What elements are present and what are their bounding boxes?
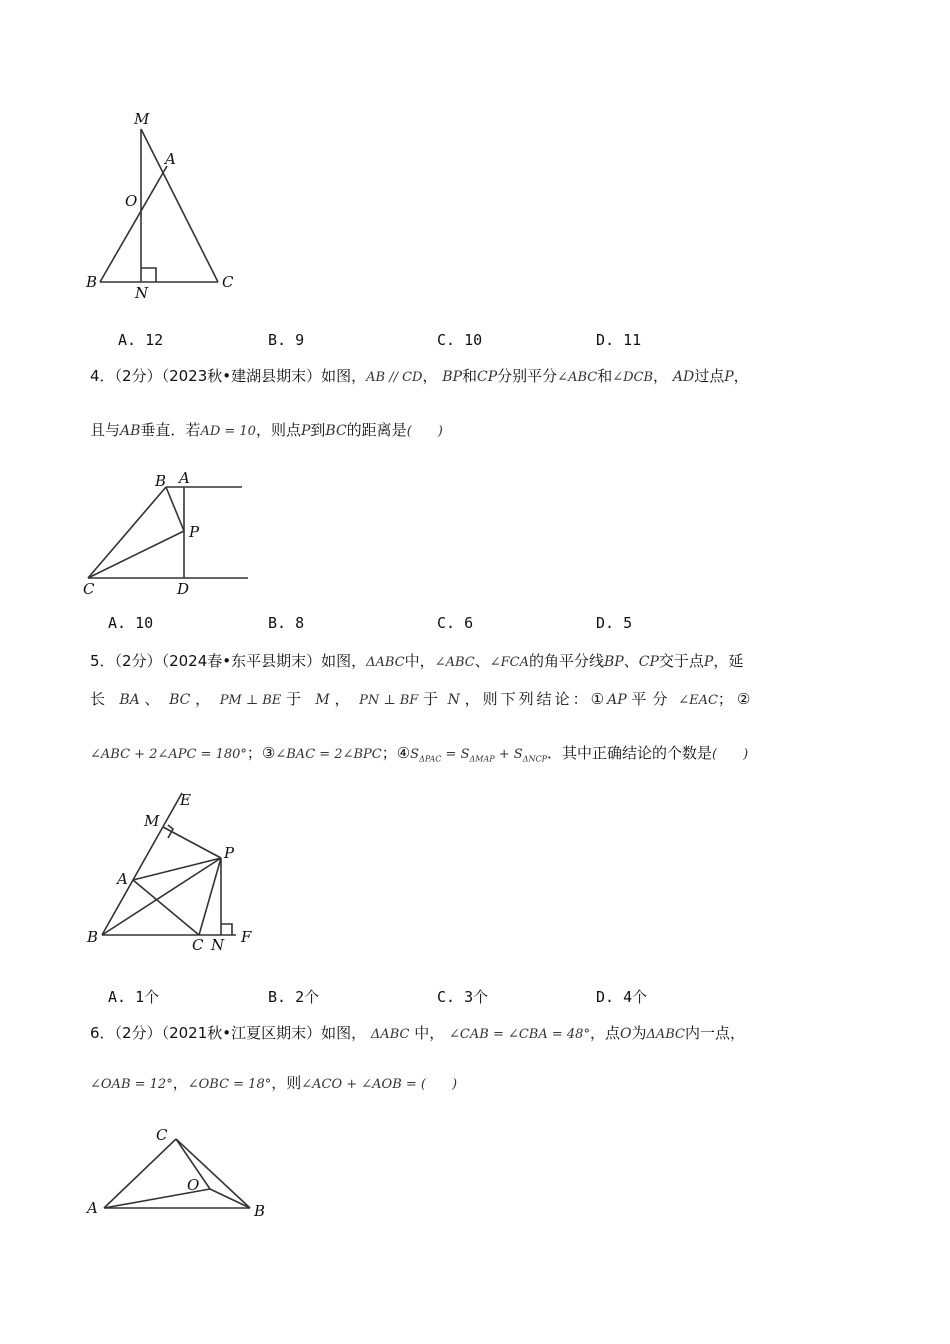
- q6-answer-paren: ): [426, 1077, 458, 1092]
- q6-number: 6．: [90, 1024, 115, 1042]
- q4-math-ad10: AD = 10: [200, 424, 256, 439]
- segment-ob: [210, 1189, 250, 1208]
- q5-text: ，: [195, 690, 211, 708]
- label-a: A: [179, 469, 190, 487]
- q5-math-ap: AP: [607, 692, 627, 708]
- q5-text: ．其中正确结论的个数是: [546, 744, 712, 762]
- label-p: P: [189, 523, 200, 541]
- q5-math-pm-perp: PM ⊥ BE: [219, 693, 282, 708]
- q5-text: 长: [90, 690, 106, 708]
- label-c: C: [156, 1126, 168, 1144]
- q3-option-d[interactable]: D. 11: [596, 331, 642, 349]
- q4-text: 到: [310, 421, 326, 439]
- label-d: D: [177, 580, 190, 598]
- q5-score: （2分）: [114, 652, 162, 670]
- q5-option-a[interactable]: A. 1个: [108, 988, 160, 1006]
- q4-text: 过点: [694, 367, 725, 385]
- q5-text: ，延: [713, 652, 744, 670]
- q5-math-cp: CP: [638, 654, 659, 670]
- label-n: N: [135, 284, 149, 302]
- label-m: M: [144, 812, 160, 830]
- q6-math-o: O: [619, 1026, 632, 1042]
- q4-number: 4．: [90, 367, 115, 385]
- q3-option-b[interactable]: B. 9: [268, 331, 305, 349]
- q5-text: ，: [334, 690, 350, 708]
- label-b: B: [86, 273, 98, 291]
- q6-score: （2分）: [114, 1024, 162, 1042]
- label-c: C: [192, 936, 204, 954]
- q5-text: ；②: [717, 690, 755, 708]
- q4-text: ，: [422, 367, 438, 385]
- q5-option-b[interactable]: B. 2个: [268, 988, 320, 1006]
- area-subscript: ΔNCP: [522, 754, 547, 764]
- q4-text: ，: [733, 367, 749, 385]
- q3-option-c[interactable]: C. 10: [437, 331, 483, 349]
- q4-option-b[interactable]: B. 8: [268, 614, 305, 632]
- q5-text: 、: [623, 652, 639, 670]
- q4-math-dcb: ∠DCB: [612, 370, 654, 385]
- q6-math-cab: ∠CAB = ∠CBA = 48°: [449, 1027, 590, 1042]
- q5-math-pn-perp: PN ⊥ BF: [359, 693, 419, 708]
- label-p: P: [224, 844, 235, 862]
- label-m: M: [134, 110, 150, 128]
- q4-text: 和: [597, 367, 613, 385]
- q4-math-p: P: [724, 369, 734, 385]
- q4-math-ad: AD: [672, 369, 695, 385]
- q5-math-bc: BC: [169, 692, 191, 708]
- q5-math-eac: ∠EAC: [678, 693, 718, 708]
- q4-text: 且与: [90, 421, 121, 439]
- q4-option-a[interactable]: A. 10: [108, 614, 154, 632]
- q4-text: ，则点: [255, 421, 301, 439]
- q4-math-p: P: [300, 423, 311, 439]
- label-a: A: [117, 870, 128, 888]
- q5-text: 、: [474, 652, 490, 670]
- q4-math-ab: AB: [120, 423, 141, 439]
- q6-math-obc: ∠OBC = 18°: [187, 1077, 272, 1092]
- q4-text: 和: [462, 367, 478, 385]
- q5-math-abc: ∠ABC: [434, 655, 475, 670]
- area-subscript: ΔMAP: [469, 754, 495, 764]
- q4-option-d[interactable]: D. 5: [596, 614, 633, 632]
- q5-text: ；④: [381, 744, 411, 762]
- q5-text: 如图，: [321, 652, 367, 670]
- label-n: N: [211, 936, 225, 954]
- label-a: A: [165, 150, 176, 168]
- q4-answer-paren: ( ): [406, 424, 443, 439]
- q5-text: ，则下列结论：①: [464, 690, 608, 708]
- q6-math-triangle: ΔABC: [370, 1027, 410, 1042]
- area-subscript: ΔPAC: [419, 754, 442, 764]
- q6-text: 为: [631, 1024, 647, 1042]
- q5-text: 于: [286, 690, 302, 708]
- segment-cb: [176, 1139, 250, 1208]
- q4-text: 如图，: [321, 367, 367, 385]
- label-c: C: [222, 273, 234, 291]
- q5-math-conclusion-2: ∠ABC + 2∠APC = 180°: [90, 747, 247, 762]
- q4-option-c[interactable]: C. 6: [437, 614, 474, 632]
- q5-math-triangle: ΔABC: [366, 655, 405, 670]
- label-b: B: [87, 928, 99, 946]
- q4-math-bc: BC: [325, 423, 347, 439]
- q4-source: （2023秋•建湖县期末）: [161, 367, 322, 385]
- q4-text: 垂直．若: [140, 421, 201, 439]
- q4-math-ab-cd: AB // CD: [366, 370, 423, 385]
- label-f: F: [241, 928, 252, 946]
- q5-math-ba: BA: [119, 692, 140, 708]
- q5-option-d[interactable]: D. 4个: [596, 988, 648, 1006]
- q5-option-c[interactable]: C. 3个: [437, 988, 489, 1006]
- q4-text: 的距离是: [346, 421, 407, 439]
- q6-text: 中，: [414, 1024, 445, 1042]
- q5-answer-paren: ( ): [712, 747, 749, 762]
- q6-text: 如图，: [321, 1024, 367, 1042]
- q6-text: ，则: [271, 1074, 302, 1092]
- area-s: = S: [441, 747, 470, 762]
- q6-math-sum: ∠ACO + ∠AOB = (: [301, 1077, 426, 1092]
- q6-math-oab: ∠OAB = 12°: [90, 1077, 173, 1092]
- q4-score: （2分）: [114, 367, 162, 385]
- q6-text: ，点: [589, 1024, 620, 1042]
- q4-text: 分别平分: [497, 367, 558, 385]
- q4-math-abc: ∠ABC: [557, 370, 598, 385]
- q5-math-n: N: [447, 692, 460, 708]
- q3-option-a[interactable]: A. 12: [118, 331, 164, 349]
- q6-source: （2021秋•江夏区期末）: [161, 1024, 322, 1042]
- q6-math-triangle: ΔABC: [646, 1027, 685, 1042]
- q5-text: 交于点: [658, 652, 704, 670]
- label-a: A: [87, 1199, 98, 1217]
- q5-math-conclusion-3: ∠BAC = 2∠BPC: [275, 747, 382, 762]
- q5-text: 、: [144, 690, 160, 708]
- area-s: S: [410, 747, 420, 762]
- label-o: O: [125, 192, 138, 210]
- q5-text: ；③: [246, 744, 276, 762]
- label-c: C: [83, 580, 95, 598]
- area-s: + S: [494, 747, 523, 762]
- q5-math-m: M: [315, 692, 330, 708]
- q4-math-bp: BP: [442, 369, 462, 385]
- q5-source: （2024春•东平县期末）: [161, 652, 322, 670]
- q5-math-p: P: [703, 654, 714, 670]
- q5-text: 于: [423, 690, 439, 708]
- q4-text: ，: [653, 367, 669, 385]
- q6-text: 内一点，: [685, 1024, 746, 1042]
- q5-text: 平分: [631, 690, 674, 708]
- q6-text: ，: [172, 1074, 188, 1092]
- q5-text: 的角平分线: [528, 652, 604, 670]
- q5-math-fca: ∠FCA: [489, 655, 529, 670]
- label-b: B: [155, 472, 167, 490]
- q5-text: 中，: [404, 652, 435, 670]
- q5-number: 5．: [90, 652, 115, 670]
- q4-math-cp: CP: [477, 369, 498, 385]
- label-b: B: [254, 1202, 266, 1220]
- q5-math-bp: BP: [604, 654, 624, 670]
- label-o: O: [187, 1176, 200, 1194]
- label-e: E: [180, 791, 191, 809]
